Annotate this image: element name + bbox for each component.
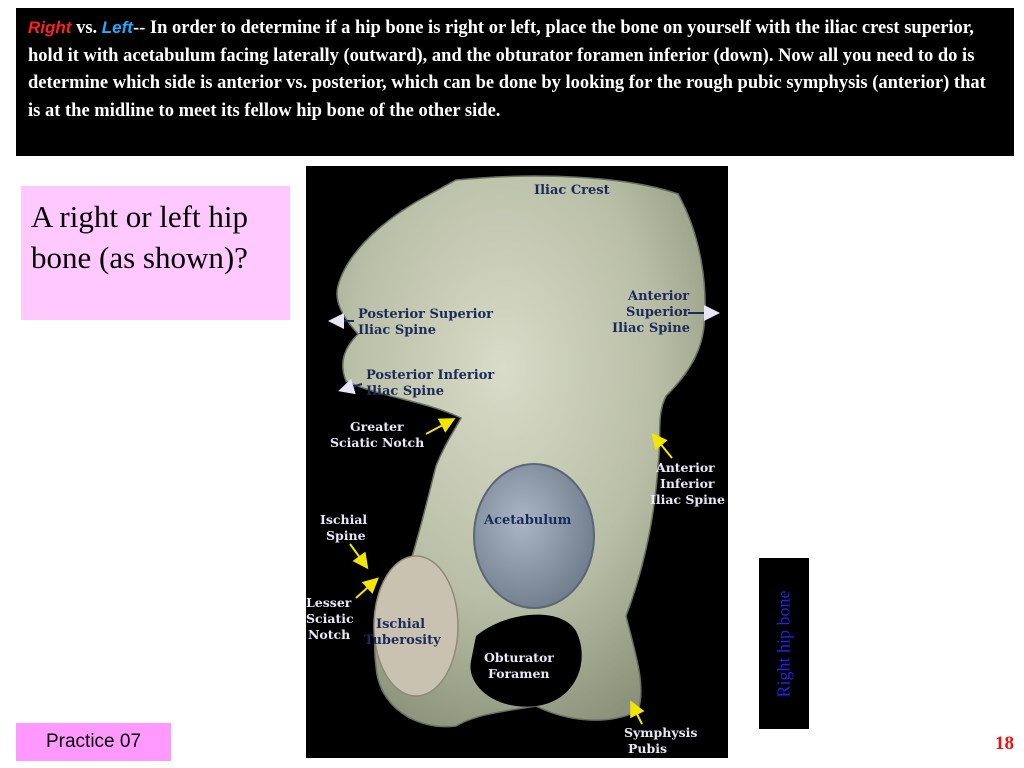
instruction-header — [16, 8, 1014, 156]
label-asis-3: Iliac Spine — [612, 321, 690, 336]
label-psis-2: Iliac Spine — [358, 323, 436, 338]
label-gsn-1: Greater — [350, 419, 404, 434]
vs-text: vs. — [71, 18, 102, 38]
label-it-1: Ischial — [376, 617, 426, 632]
label-lsn-1: Lesser — [306, 595, 352, 610]
label-piis-2: Iliac Spine — [366, 384, 444, 399]
label-asis-2: Superior — [626, 305, 690, 320]
label-lsn-2: Sciatic — [306, 611, 354, 626]
label-of-1: Obturator — [484, 650, 554, 665]
label-gsn-2: Sciatic Notch — [330, 435, 425, 450]
answer-text: Right hip bone — [773, 590, 794, 697]
acetabulum-socket — [474, 464, 594, 608]
label-asis-1: Anterior — [628, 289, 690, 304]
hip-bone-photo — [306, 166, 728, 758]
label-iliac-crest: Iliac Crest — [534, 183, 610, 198]
label-aiis-1: Anterior — [656, 460, 715, 475]
page-number: 18 — [995, 733, 1014, 754]
practice-label — [16, 723, 171, 761]
answer-box — [759, 558, 809, 729]
label-of-2: Foramen — [488, 666, 550, 681]
label-aiis-3: Iliac Spine — [650, 492, 725, 507]
question-box — [21, 186, 290, 320]
question-text: A right or left hip bone (as shown)? — [31, 199, 248, 275]
instruction-text: -- In order to determine if a hip bone is right or left, place the bone on yourself with the iliac crest superior, hold it with acetabulum facing laterally (outward), and the obturator foramen inferior (down). Now all you need to do is determine which side is anterior vs. posterior, which can be done by looking for the rough pubic symphysis (anterior) that is at the midline to meet its fellow hip bone of the other side. — [28, 18, 986, 121]
label-sp-1: Symphysis — [624, 725, 698, 740]
practice-text: Practice 07 — [45, 731, 142, 752]
right-word: Right — [28, 18, 72, 37]
label-aiis-2: Inferior — [660, 476, 715, 491]
label-sp-2: Pubis — [628, 741, 668, 756]
label-piis-1: Posterior Inferior — [366, 368, 495, 383]
label-ischial-spine-2: Spine — [326, 528, 366, 543]
label-it-2: Tuberosity — [364, 633, 441, 648]
label-acetabulum: Acetabulum — [484, 513, 572, 528]
left-word: Left — [101, 18, 133, 37]
label-psis-1: Posterior Superior — [358, 307, 494, 322]
hip-bone-illustration — [306, 166, 728, 758]
label-lsn-3: Notch — [308, 627, 351, 642]
label-ischial-spine-1: Ischial — [320, 512, 368, 527]
